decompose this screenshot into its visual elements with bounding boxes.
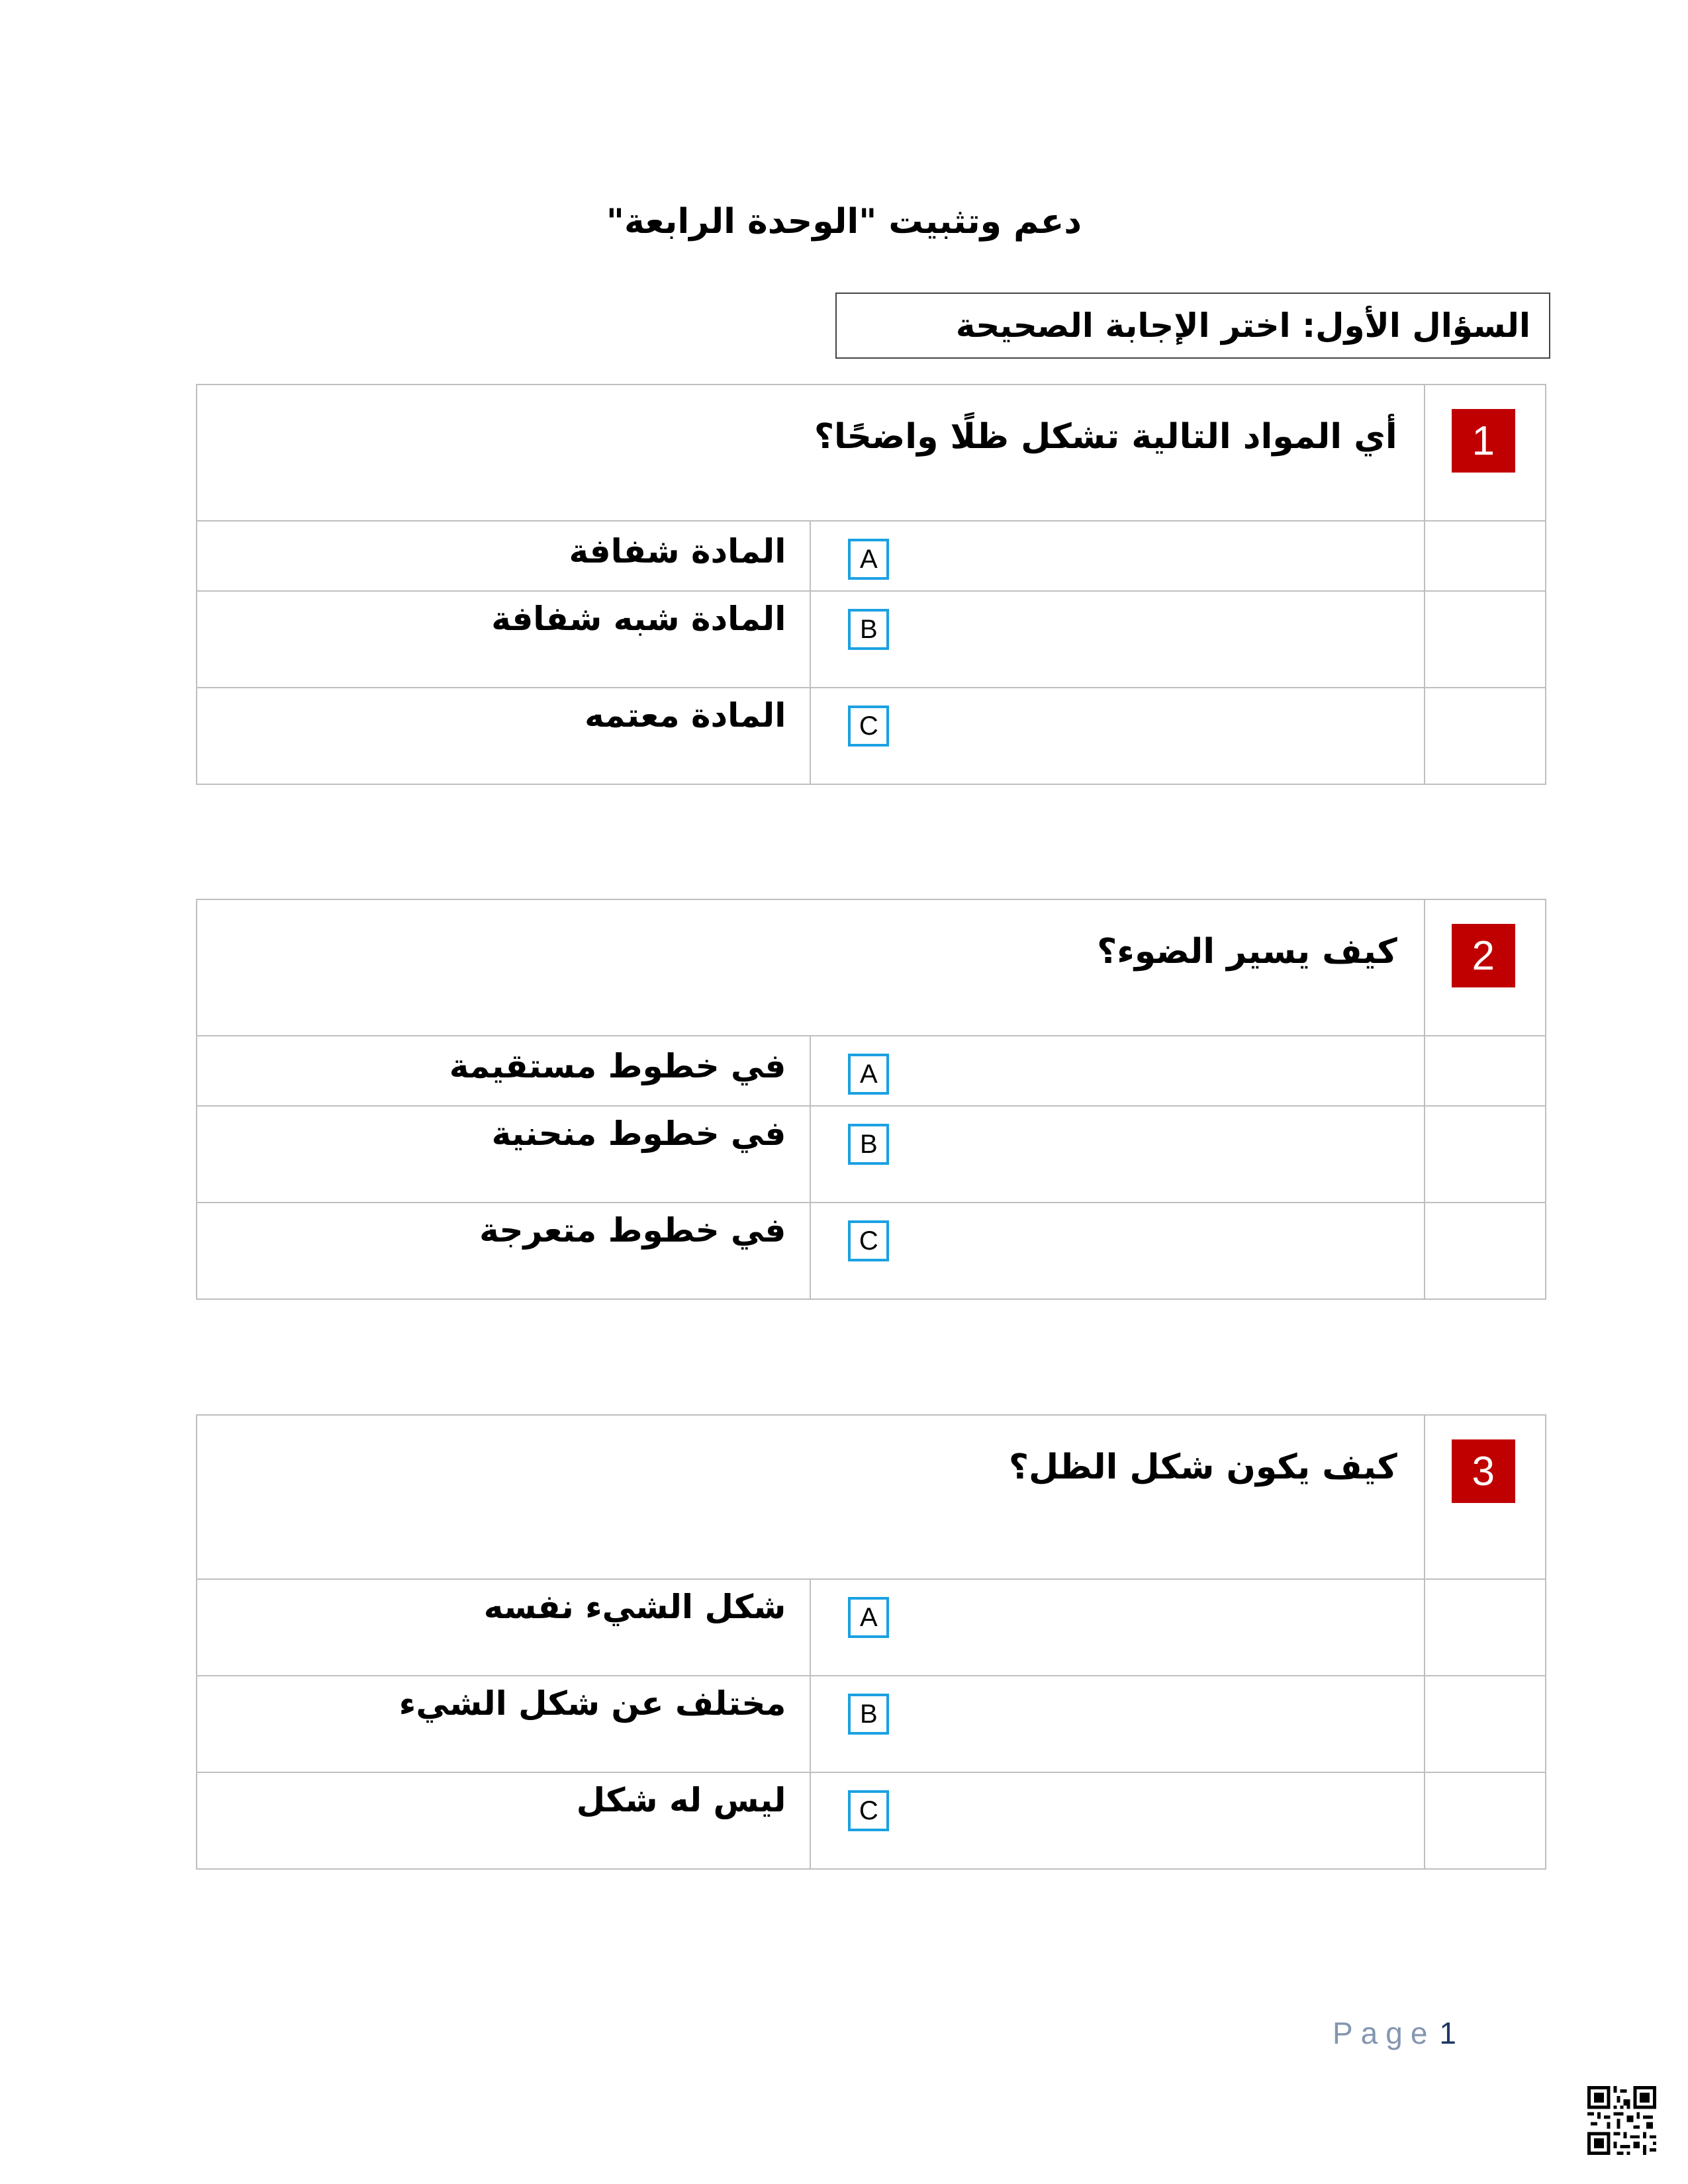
option-letter-cell xyxy=(810,1676,1424,1772)
option-letter-checkbox[interactable]: B xyxy=(848,1124,889,1165)
option-text-cell xyxy=(197,1106,810,1203)
option-text-cell xyxy=(197,1203,810,1299)
instruction-text: السؤال الأول: اختر الإجابة الصحيحة xyxy=(955,306,1530,345)
option-text: ليس له شكل xyxy=(576,1781,786,1819)
question-number-badge: 2 xyxy=(1452,924,1515,987)
option-text: المادة شفافة xyxy=(569,532,786,570)
question-text-cell xyxy=(197,899,1425,1036)
option-letter-checkbox[interactable]: A xyxy=(848,1597,889,1638)
empty-cell xyxy=(1425,521,1546,591)
question-number-cell xyxy=(1425,899,1546,1036)
option-letter-cell xyxy=(810,1579,1424,1676)
option-text: المادة معتمه xyxy=(585,696,786,735)
empty-cell xyxy=(1425,1579,1546,1676)
question-number-cell xyxy=(1425,385,1546,521)
option-text: شكل الشيء نفسه xyxy=(483,1588,786,1626)
empty-cell xyxy=(1425,591,1546,688)
option-letter-checkbox[interactable]: B xyxy=(848,609,889,650)
question-table-1 xyxy=(196,384,1546,785)
option-letter-cell xyxy=(810,591,1424,688)
question-table-3 xyxy=(196,1414,1546,1870)
empty-cell xyxy=(1425,1203,1546,1299)
option-text-cell xyxy=(197,521,810,591)
option-text: في خطوط منحنية xyxy=(491,1115,786,1153)
empty-cell xyxy=(1425,1036,1546,1106)
question-text: كيف يكون شكل الظل؟ xyxy=(1008,1447,1397,1487)
option-text-cell xyxy=(197,1036,810,1106)
option-letter-checkbox[interactable]: C xyxy=(848,705,889,747)
option-letter-cell xyxy=(810,1106,1424,1203)
page-number: 1 xyxy=(1439,2016,1456,2050)
question-number-cell xyxy=(1425,1415,1546,1579)
question-number-badge: 3 xyxy=(1452,1439,1515,1503)
page-title: دعم وتثبيت "الوحدة الرابعة" xyxy=(606,202,1082,242)
question-table-2 xyxy=(196,899,1546,1300)
question-number-badge: 1 xyxy=(1452,409,1515,473)
option-text: في خطوط متعرجة xyxy=(479,1211,786,1250)
empty-cell xyxy=(1425,1106,1546,1203)
option-letter-checkbox[interactable]: C xyxy=(848,1220,889,1261)
option-letter-cell xyxy=(810,1036,1424,1106)
option-text-cell xyxy=(197,1579,810,1676)
page-footer xyxy=(1311,2015,1456,2051)
option-text-cell xyxy=(197,591,810,688)
option-text-cell xyxy=(197,688,810,784)
qr-code-icon xyxy=(1587,2086,1656,2155)
question-text-cell xyxy=(197,1415,1425,1579)
option-text-cell xyxy=(197,1772,810,1869)
option-text-cell xyxy=(197,1676,810,1772)
question-text: أي المواد التالية تشكل ظلًا واضحًا؟ xyxy=(814,417,1397,457)
question-text-cell xyxy=(197,385,1425,521)
option-letter-checkbox[interactable]: A xyxy=(848,539,889,580)
option-letter-checkbox[interactable]: A xyxy=(848,1054,889,1095)
option-letter-checkbox[interactable]: C xyxy=(848,1790,889,1831)
empty-cell xyxy=(1425,688,1546,784)
page-label: Page xyxy=(1332,2016,1436,2050)
option-letter-cell xyxy=(810,521,1424,591)
instruction-box xyxy=(835,293,1550,359)
option-letter-checkbox[interactable]: B xyxy=(848,1694,889,1735)
empty-cell xyxy=(1425,1676,1546,1772)
option-text: المادة شبه شفافة xyxy=(491,600,786,638)
option-text: مختلف عن شكل الشيء xyxy=(399,1684,786,1723)
option-letter-cell xyxy=(810,688,1424,784)
option-letter-cell xyxy=(810,1772,1424,1869)
question-text: كيف يسير الضوء؟ xyxy=(1097,932,1397,972)
empty-cell xyxy=(1425,1772,1546,1869)
option-letter-cell xyxy=(810,1203,1424,1299)
option-text: في خطوط مستقيمة xyxy=(449,1047,786,1085)
